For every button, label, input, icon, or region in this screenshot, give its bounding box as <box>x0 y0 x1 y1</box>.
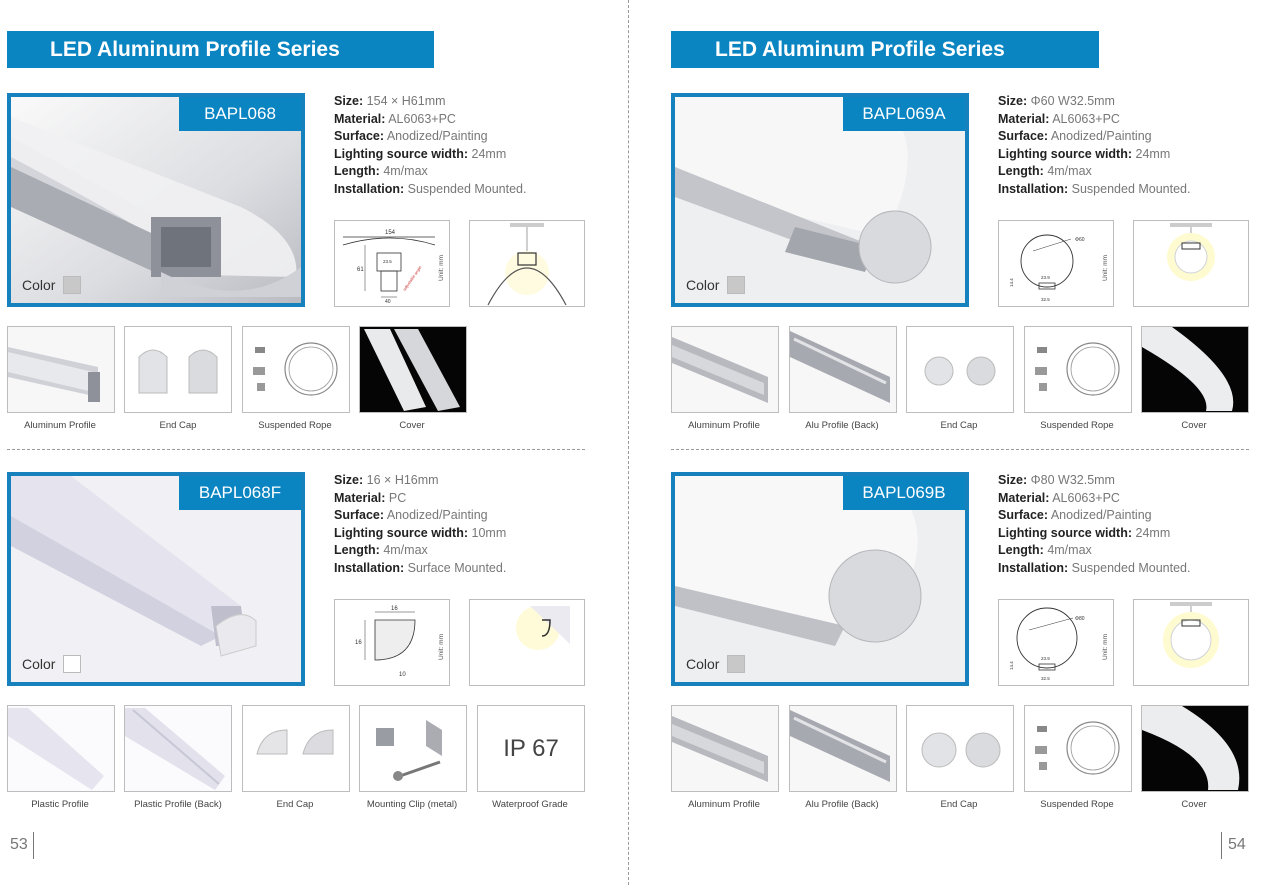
dim-width-label: 16 <box>391 606 398 612</box>
product-bapl069b <box>640 472 1280 812</box>
color-label: Color <box>22 656 56 672</box>
dimension-drawing <box>998 599 1114 686</box>
spec-size: Size: Φ60 W32.5mm <box>998 94 1115 108</box>
spec-size: Size: Φ80 W32.5mm <box>998 473 1115 487</box>
thumb-cover <box>1141 326 1249 413</box>
spec-material: Material: AL6063+PC <box>998 490 1120 505</box>
unit-label: Unit: mm <box>1102 255 1109 281</box>
product-photo <box>7 472 305 686</box>
spec-installation: Installation: Suspended Mounted. <box>998 560 1191 575</box>
thumb-waterproof-grade <box>477 705 585 792</box>
page-number: 53 <box>10 836 28 853</box>
spec-installation: Installation: Suspended Mounted. <box>998 181 1191 196</box>
color-indicator <box>22 276 81 294</box>
thumb-suspended-rope <box>1024 705 1132 792</box>
thumb-label: Cover <box>1181 420 1207 431</box>
installation-illustration <box>1133 599 1249 686</box>
spec-surface: Surface: Anodized/Painting <box>334 508 488 522</box>
dim-diameter-label: Φ80 <box>1075 616 1085 622</box>
spec-size: Size: 154 × H61mm <box>334 94 446 108</box>
color-label: Color <box>686 656 720 672</box>
thumb-end-cap <box>124 326 232 413</box>
thumb-label: End Cap <box>159 420 197 431</box>
spec-list <box>334 472 614 577</box>
spec-length: Length: 4m/max <box>334 543 428 557</box>
thumb-label: Aluminum Profile <box>688 799 760 810</box>
dim-diameter-label: Φ60 <box>1075 237 1085 243</box>
color-indicator <box>22 655 81 673</box>
color-label: Color <box>686 277 720 293</box>
dim-base-label: 40 <box>385 299 391 305</box>
model-tag: BAPL068F <box>179 476 301 510</box>
spec-lighting-width: Lighting source width: 24mm <box>998 525 1171 540</box>
section-divider <box>7 449 585 450</box>
spec-lighting-width: Lighting source width: 10mm <box>334 525 507 540</box>
spec-material: Material: PC <box>334 490 407 505</box>
dim-cover-label: 23.9 <box>1041 656 1050 661</box>
spec-surface: Surface: Anodized/Painting <box>334 129 488 143</box>
page-number-rule <box>1221 832 1222 859</box>
thumb-label: Plastic Profile (Back) <box>134 799 222 810</box>
page-spine <box>628 0 629 885</box>
product-photo <box>671 472 969 686</box>
thumb-alu-profile-back <box>789 705 897 792</box>
product-bapl068 <box>0 93 640 433</box>
spec-length: Length: 4m/max <box>998 164 1092 178</box>
installation-illustration <box>1133 220 1249 307</box>
product-photo <box>671 93 969 307</box>
unit-label: Unit: mm <box>438 634 445 660</box>
dim-height-label: 14.4 <box>1009 278 1014 287</box>
thumb-label: Aluminum Profile <box>24 420 96 431</box>
spec-list <box>334 93 614 198</box>
thumb-end-cap <box>906 705 1014 792</box>
thumb-plastic-profile <box>7 705 115 792</box>
spec-list <box>998 472 1278 577</box>
thumb-label: Suspended Rope <box>258 420 332 431</box>
product-photo <box>7 93 305 307</box>
thumb-end-cap <box>906 326 1014 413</box>
installation-illustration <box>469 599 585 686</box>
catalog-page-54 <box>640 0 1280 885</box>
dim-cover-label: 23.5 <box>383 259 392 264</box>
thumb-label: Alu Profile (Back) <box>805 420 879 431</box>
product-bapl068f <box>0 472 640 812</box>
dim-width-label: 32.5 <box>1041 676 1050 681</box>
dim-height-label: 61 <box>357 267 364 273</box>
series-title: LED Aluminum Profile Series <box>7 31 434 68</box>
color-label: Color <box>22 277 56 293</box>
installation-illustration <box>469 220 585 307</box>
spec-list <box>998 93 1278 198</box>
ip-rating: IP 67 <box>503 735 559 762</box>
color-swatch <box>727 655 745 673</box>
thumb-label: Aluminum Profile <box>688 420 760 431</box>
thumb-label: End Cap <box>276 799 314 810</box>
section-divider <box>671 449 1249 450</box>
page-number-rule <box>33 832 34 859</box>
thumb-label: Cover <box>1181 799 1207 810</box>
thumb-plastic-profile-back <box>124 705 232 792</box>
dim-note: adjustable angle <box>401 264 423 292</box>
dimension-drawing <box>998 220 1114 307</box>
spec-surface: Surface: Anodized/Painting <box>998 129 1152 143</box>
dim-width-label: 154 <box>385 230 396 236</box>
model-tag: BAPL069B <box>843 476 965 510</box>
series-title: LED Aluminum Profile Series <box>671 31 1099 68</box>
thumb-label: Alu Profile (Back) <box>805 799 879 810</box>
spec-lighting-width: Lighting source width: 24mm <box>998 146 1171 161</box>
spec-length: Length: 4m/max <box>998 543 1092 557</box>
spec-lighting-width: Lighting source width: 24mm <box>334 146 507 161</box>
spec-material: Material: AL6063+PC <box>998 111 1120 126</box>
dim-height-label: 14.4 <box>1009 661 1014 670</box>
model-tag: BAPL068 <box>179 97 301 131</box>
dim-cover-label: 23.9 <box>1041 275 1050 280</box>
thumb-suspended-rope <box>242 326 350 413</box>
spec-installation: Installation: Suspended Mounted. <box>334 181 527 196</box>
thumb-mounting-clip <box>359 705 467 792</box>
color-indicator <box>686 655 745 673</box>
thumb-cover <box>1141 705 1249 792</box>
thumb-aluminum-profile <box>671 705 779 792</box>
model-tag: BAPL069A <box>843 97 965 131</box>
thumb-label: Suspended Rope <box>1040 799 1114 810</box>
page-number: 54 <box>1228 836 1246 853</box>
spec-material: Material: AL6063+PC <box>334 111 456 126</box>
thumb-alu-profile-back <box>789 326 897 413</box>
spec-length: Length: 4m/max <box>334 164 428 178</box>
thumb-label: Suspended Rope <box>1040 420 1114 431</box>
spec-installation: Installation: Surface Mounted. <box>334 560 507 575</box>
unit-label: Unit: mm <box>438 255 445 281</box>
thumb-label: Cover <box>399 420 425 431</box>
thumb-suspended-rope <box>1024 326 1132 413</box>
thumb-end-cap <box>242 705 350 792</box>
thumb-label: End Cap <box>940 420 978 431</box>
thumb-label: Plastic Profile <box>31 799 89 810</box>
dimension-drawing <box>334 599 450 686</box>
color-swatch <box>63 276 81 294</box>
thumb-label: Mounting Clip (metal) <box>366 799 458 810</box>
color-swatch <box>63 655 81 673</box>
product-bapl069a <box>640 93 1280 433</box>
color-swatch <box>727 276 745 294</box>
thumb-cover <box>359 326 467 413</box>
dimension-drawing <box>334 220 450 307</box>
dim-base-label: 10 <box>399 672 406 678</box>
spec-surface: Surface: Anodized/Painting <box>998 508 1152 522</box>
thumb-aluminum-profile <box>671 326 779 413</box>
thumb-aluminum-profile <box>7 326 115 413</box>
thumb-label: End Cap <box>940 799 978 810</box>
thumb-label: Waterproof Grade <box>492 799 568 810</box>
color-indicator <box>686 276 745 294</box>
dim-width-label: 32.5 <box>1041 297 1050 302</box>
unit-label: Unit: mm <box>1102 634 1109 660</box>
dim-height-label: 16 <box>355 640 362 646</box>
spec-size: Size: 16 × H16mm <box>334 473 439 487</box>
